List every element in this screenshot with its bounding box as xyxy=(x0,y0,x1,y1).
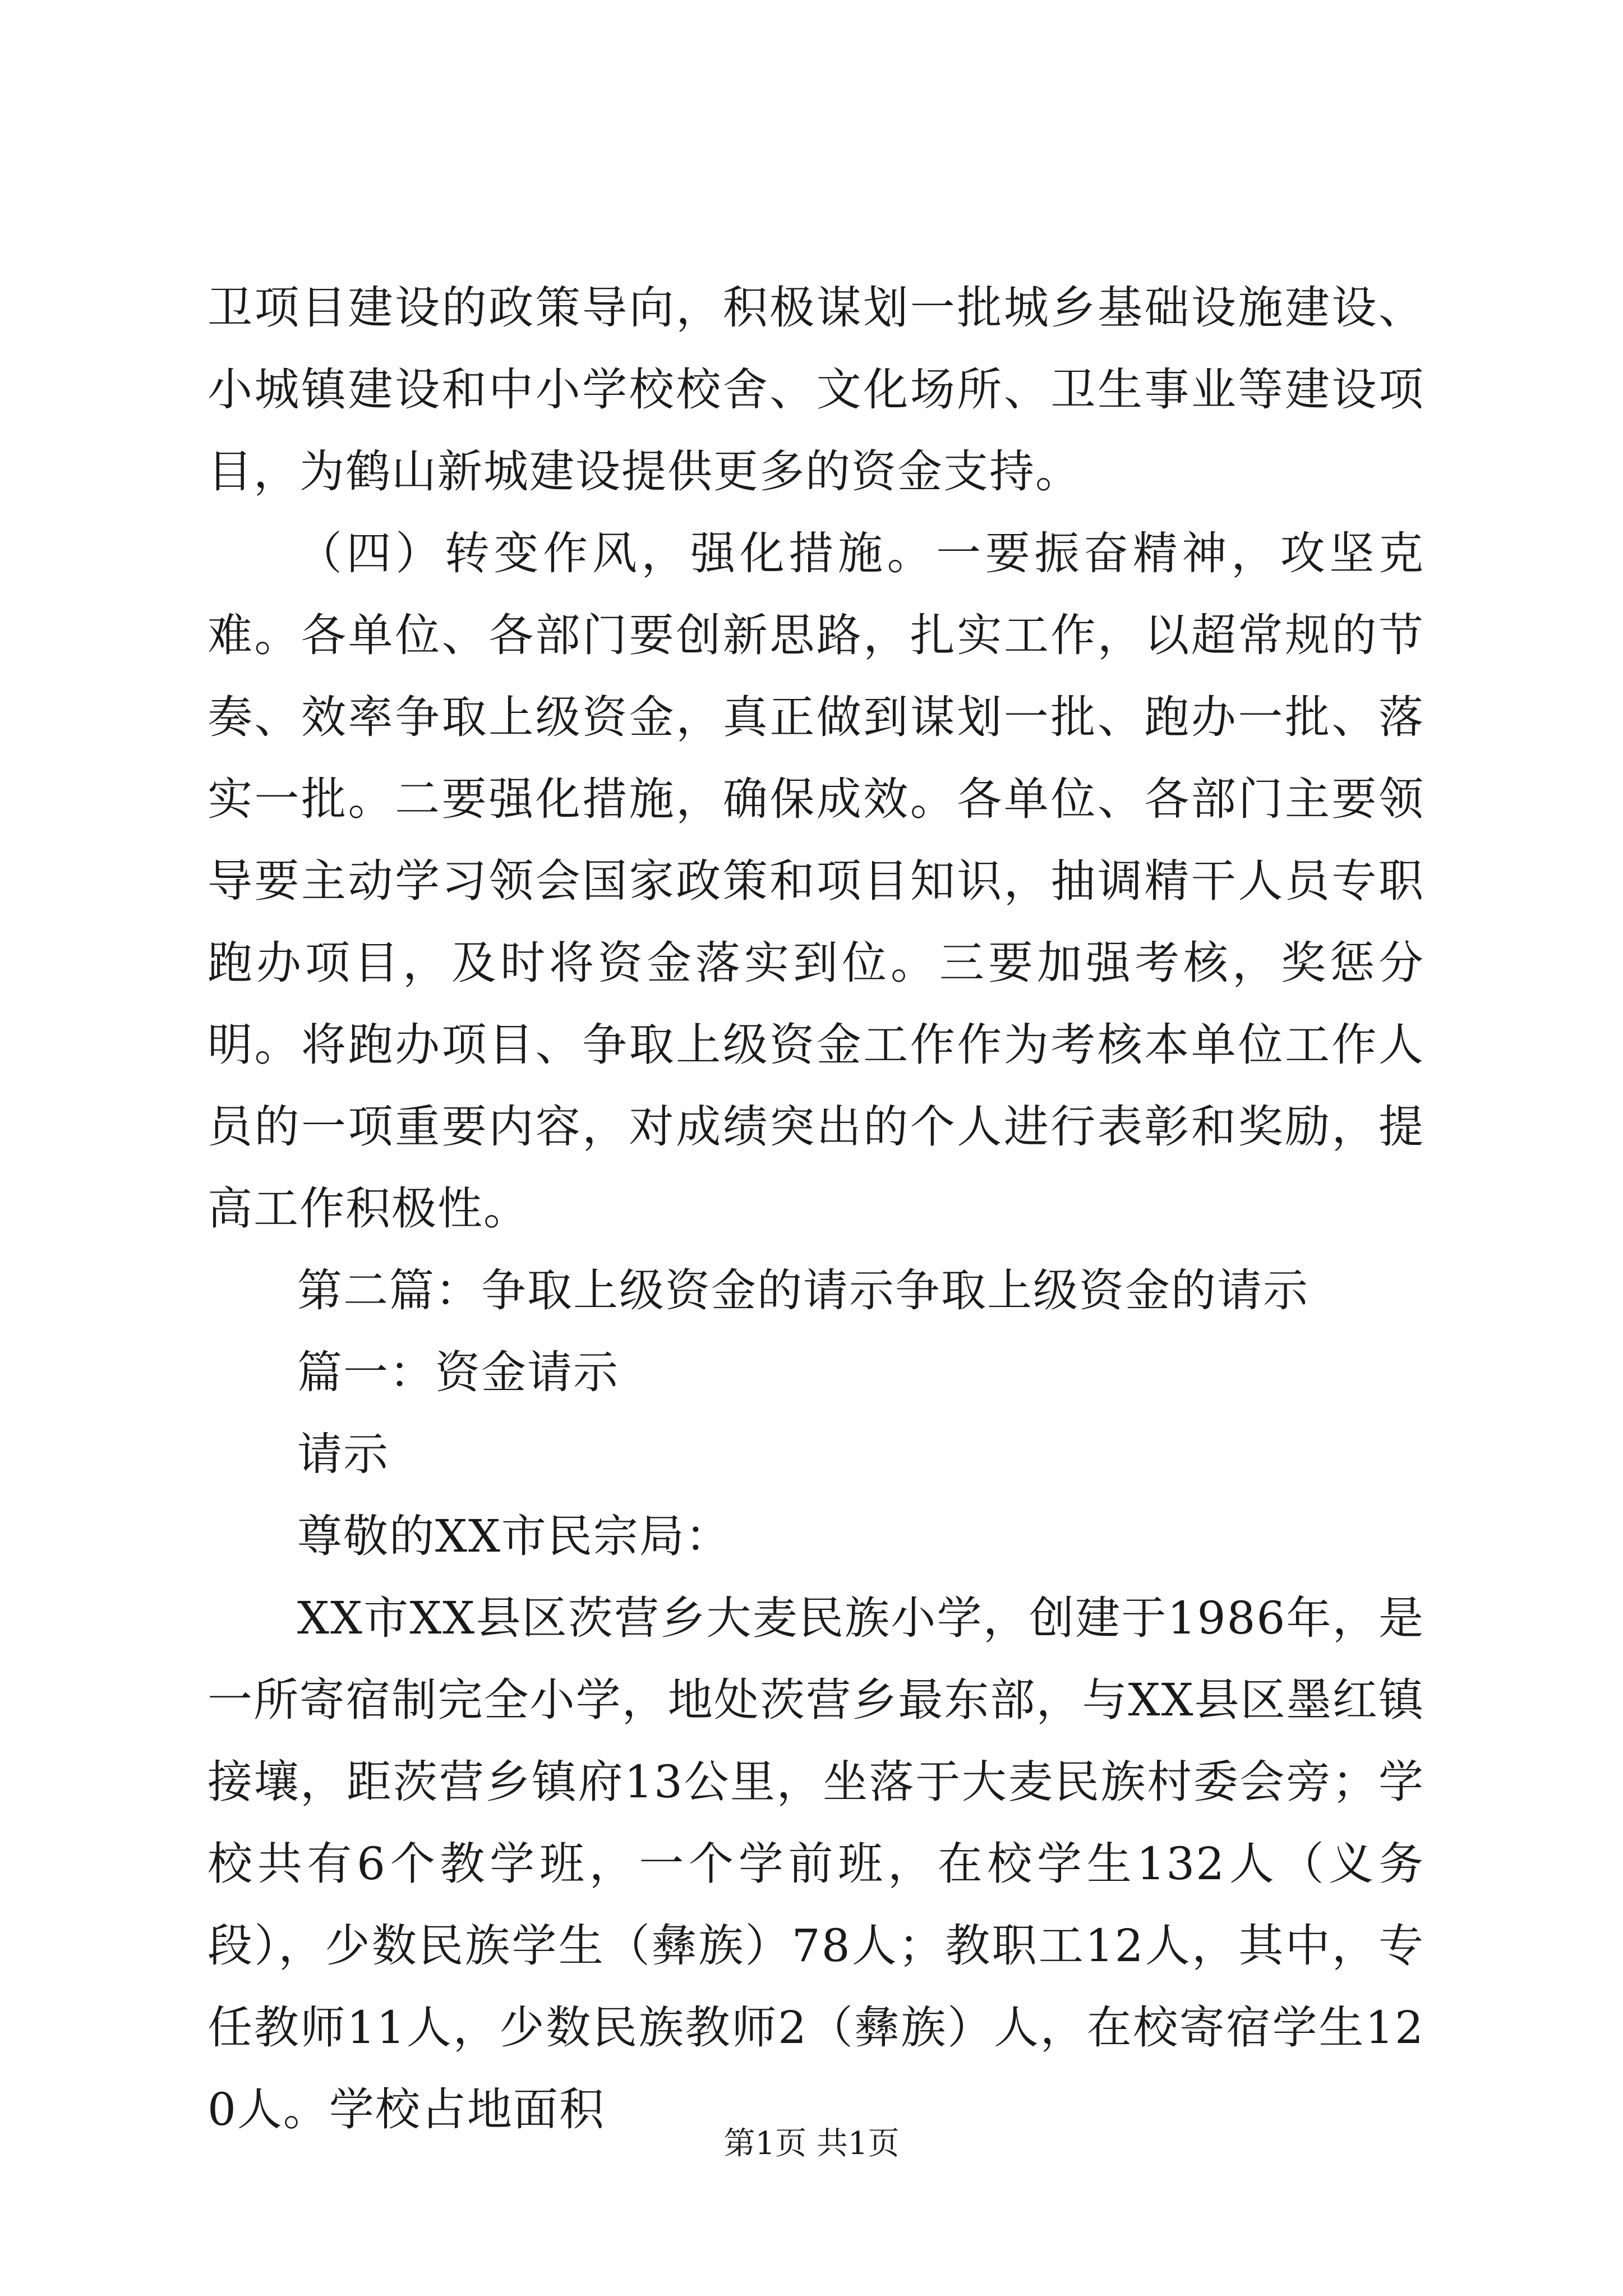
paragraph-section-four: （四）转变作风，强化措施。一要振奋精神，攻坚克难。各单位、各部门要创新思路，扎实工作，以超常规的节奏、效率争取上级资金，真正做到谋划一批、跑办一批、落实一批。二要强化措施，确保成效。各单位、各部门主要领导要主动学习领会国家政策和项目知识，抽调精干人员专职跑办项目，及时将资金落实到位。三要加强考核，奖惩分明。将跑办项目、争取上级资金工作作为考核本单位工作人员的一项重要内容，对成绩突出的个人进行表彰和奖励，提高工作积极性。 xyxy=(208,527,1424,1235)
request-title: 请示 xyxy=(297,1428,389,1480)
salutation: 尊敬的XX市民宗局： xyxy=(297,1510,731,1562)
paragraph-school-description: XX市XX县区茨营乡大麦民族小学，创建于1986年，是一所寄宿制完全小学，地处茨营乡最东部，与XX县区墨红镇接壤，距茨营乡镇府13公里，坐落于大麦民族村委会旁；学校共有6个教学班，一个学前班，在校学生132人（义务段），少数民族学生（彝族）78人；教职工12人，其中，专任教师11人，少数民族教师2（彝族）人，在校寄宿学生120人。学校占地面积 xyxy=(208,1592,1424,2136)
page-footer: 第1页 共1页 xyxy=(723,2125,900,2162)
document-body xyxy=(208,267,1424,2151)
chapter-heading: 第二篇：争取上级资金的请示争取上级资金的请示 xyxy=(297,1264,1309,1317)
sub-heading: 篇一：资金请示 xyxy=(297,1346,619,1398)
paragraph-continuation: 卫项目建设的政策导向，积极谋划一批城乡基础设施建设、小城镇建设和中小学校校舍、文化场所、卫生事业等建设项目，为鹤山新城建设提供更多的资金支持。 xyxy=(208,282,1424,498)
